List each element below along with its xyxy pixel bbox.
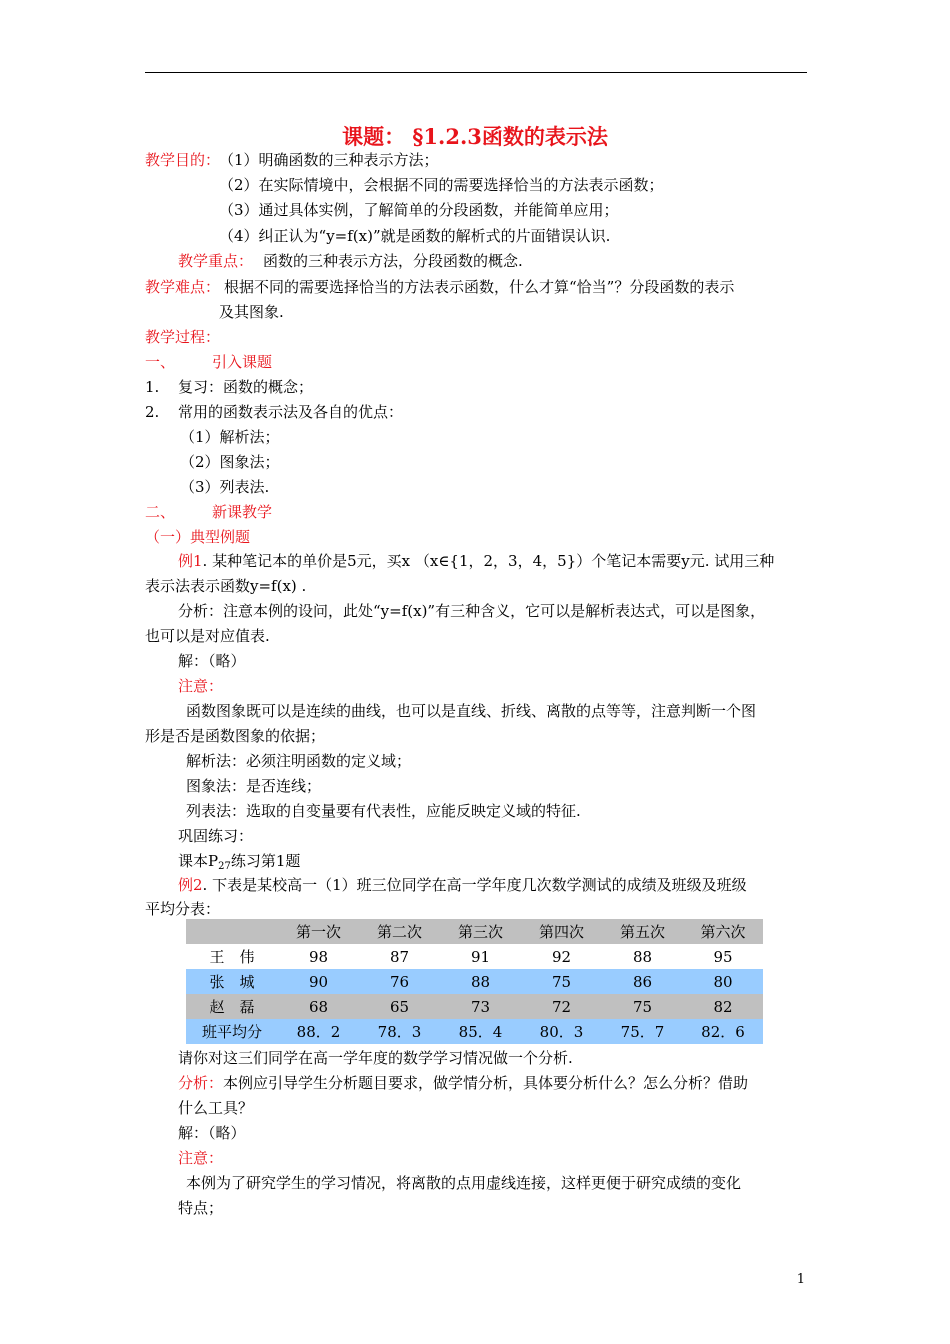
method-1: （1）解析法；	[180, 428, 280, 446]
table-row	[186, 1019, 763, 1044]
difficulties-label: 教学难点：	[145, 278, 221, 296]
page-title: 课题： §1.2.3函数的表示法	[342, 124, 608, 149]
example1-note-cont: 形是否是函数图象的依据；	[145, 727, 326, 745]
page-number: 1	[796, 1272, 805, 1287]
example1-note-label: 注意：	[178, 677, 224, 695]
example2-analysis	[178, 1073, 748, 1093]
difficulties-text-cont: 及其图象.	[219, 303, 284, 321]
process-label: 教学过程：	[145, 328, 221, 346]
section1-item-1-num: 1.	[145, 378, 160, 396]
example2-line2: 平均分表：	[145, 900, 221, 918]
table-header-cell: 第一次	[278, 919, 359, 944]
example1-analysis: 分析：注意本例的设问，此处“y=f(x)”有三种含义，它可以是解析表达式，可以是图象，	[178, 602, 766, 620]
score-cell: 95	[683, 944, 763, 969]
average-cell: 85．4	[440, 1019, 521, 1044]
header-rule	[145, 72, 807, 73]
score-cell: 88	[440, 969, 521, 994]
method-3: （3）列表法.	[180, 478, 270, 496]
score-cell: 92	[521, 944, 602, 969]
table-header-cell: 第六次	[683, 919, 763, 944]
practice-text	[178, 851, 300, 877]
rule-graph: 图象法：是否连线；	[186, 777, 322, 795]
example2-solution: 解：（略）	[178, 1124, 246, 1142]
example1-note: 函数图象既可以是连续的曲线，也可以是直线、折线、离散的点等等，注意判断一个图	[186, 702, 757, 720]
objective-item-1: （1）明确函数的三种表示方法；	[219, 151, 439, 169]
section1-item-2: 常用的函数表示法及各自的优点：	[178, 403, 404, 421]
score-cell: 68	[278, 994, 359, 1019]
table-row	[186, 944, 763, 969]
student-name: 王 伟	[186, 944, 278, 969]
key-points-text: 函数的三种表示方法，分段函数的概念.	[263, 252, 523, 270]
score-cell: 90	[278, 969, 359, 994]
score-cell: 88	[602, 944, 683, 969]
rule-analytic: 解析法：必须注明函数的定义域；	[186, 752, 412, 770]
table-header-cell: 第三次	[440, 919, 521, 944]
example2-text: . 下表是某校高一（1）班三位同学在高一学年度几次数学测试的成绩及班级及班级	[202, 876, 747, 894]
example2-question: 请你对这三们同学在高一学年度的数学学习情况做一个分析.	[178, 1049, 573, 1067]
score-cell: 98	[278, 944, 359, 969]
example2-line1	[178, 875, 747, 895]
rule-table: 列表法：选取的自变量要有代表性，应能反映定义域的特征.	[186, 802, 581, 820]
score-cell: 72	[521, 994, 602, 1019]
practice-pre: 课本P	[178, 852, 219, 870]
example2-note-label: 注意：	[178, 1149, 224, 1167]
table-header-cell: 第四次	[521, 919, 602, 944]
section1-item-2-num: 2.	[145, 403, 160, 421]
table-header-cell: 第五次	[602, 919, 683, 944]
table-row	[186, 994, 763, 1019]
score-cell: 65	[359, 994, 440, 1019]
method-2: （2）图象法；	[180, 453, 280, 471]
score-cell: 75	[602, 994, 683, 1019]
example2-analysis-label: 分析：	[178, 1074, 224, 1092]
example2-note: 本例为了研究学生的学习情况，将离散的点用虚线连接，这样更便于研究成绩的变化	[186, 1174, 742, 1192]
example1-solution: 解：（略）	[178, 652, 246, 670]
section2-subtitle: （一）典型例题	[145, 528, 251, 546]
score-cell: 86	[602, 969, 683, 994]
average-cell: 88．2	[278, 1019, 359, 1044]
example1-line2: 表示法表示函数y=f(x) .	[145, 577, 307, 595]
average-cell: 82．6	[683, 1019, 763, 1044]
example1-label: 例1	[178, 552, 203, 570]
score-cell: 80	[683, 969, 763, 994]
table-header-cell	[186, 919, 278, 944]
score-cell: 82	[683, 994, 763, 1019]
average-cell: 80．3	[521, 1019, 602, 1044]
score-cell: 75	[521, 969, 602, 994]
class-average-label: 班平均分	[186, 1019, 278, 1044]
table-header-row	[186, 919, 763, 944]
example1-text: . 某种笔记本的单价是5元，买x （x∈{1，2，3，4，5}）个笔记本需要y元. 试用三种	[202, 552, 775, 570]
objective-item-3: （3）通过具体实例，了解简单的分段函数，并能简单应用；	[219, 201, 619, 219]
table-row	[186, 969, 763, 994]
section2-number: 二、	[145, 503, 176, 521]
section1-number: 一、	[145, 353, 176, 371]
student-name: 张 城	[186, 969, 278, 994]
example2-note-cont: 特点；	[178, 1199, 224, 1217]
objectives-label: 教学目的：	[145, 151, 221, 169]
section2-title: 新课教学	[212, 503, 273, 521]
key-points-label: 教学重点：	[178, 252, 254, 270]
score-cell: 91	[440, 944, 521, 969]
objective-item-2: （2）在实际情境中，会根据不同的需要选择恰当的方法表示函数；	[219, 176, 664, 194]
table-header-cell: 第二次	[359, 919, 440, 944]
practice-post: 练习第1题	[230, 852, 301, 870]
score-cell: 87	[359, 944, 440, 969]
example2-analysis-text: 本例应引导学生分析题目要求，做学情分析，具体要分析什么？怎么分析？借助	[223, 1074, 749, 1092]
example2-label: 例2	[178, 876, 203, 894]
practice-sub: 27	[218, 861, 231, 872]
example2-analysis-cont: 什么工具？	[178, 1099, 254, 1117]
objective-item-4: （4）纠正认为“y=f(x)”就是函数的解析式的片面错误认识.	[219, 227, 611, 245]
practice-label: 巩固练习：	[178, 827, 254, 845]
section1-item-1: 复习：函数的概念；	[178, 378, 314, 396]
average-cell: 75．7	[602, 1019, 683, 1044]
grades-table	[186, 919, 763, 1044]
score-cell: 76	[359, 969, 440, 994]
student-name: 赵 磊	[186, 994, 278, 1019]
score-cell: 73	[440, 994, 521, 1019]
example1-line1	[178, 551, 774, 571]
difficulties-text: 根据不同的需要选择恰当的方法表示函数，什么才算“恰当”？分段函数的表示	[224, 278, 735, 296]
average-cell: 78．3	[359, 1019, 440, 1044]
section1-title: 引入课题	[212, 353, 273, 371]
example1-analysis-cont: 也可以是对应值表.	[145, 627, 270, 645]
